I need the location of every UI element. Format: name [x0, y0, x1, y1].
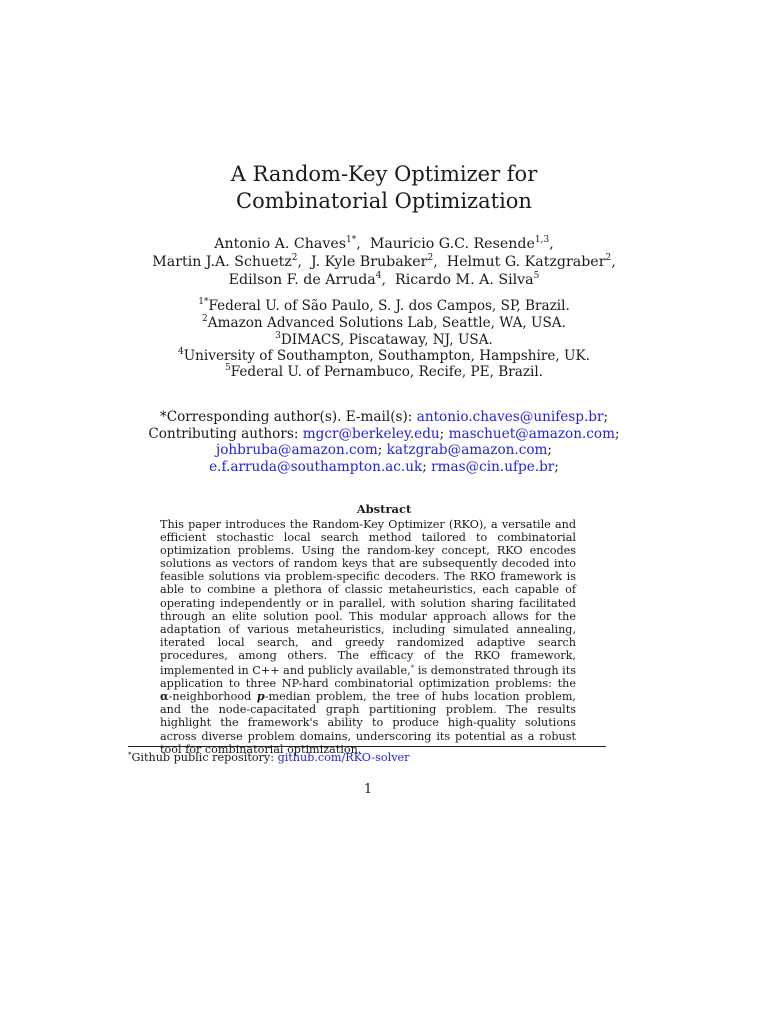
affiliation: $^4$University of Southampton, Southampton, Hampshire, UK. [177, 347, 590, 364]
author-name: Ricardo M. A. Silva [395, 272, 534, 288]
email-link[interactable]: antonio.chaves@unifesp.br [416, 409, 604, 425]
contributing-authors-line: Contributing authors: mgcr@berkeley.edu; maschuet@amazon.com; [148, 426, 620, 442]
author-name: Helmut G. Katzgraber [446, 254, 606, 270]
affiliation: $^3$DIMACS, Piscataway, NJ, USA. [275, 331, 493, 348]
author-line-3: Edilson F. de Arruda$^4$, Ricardo M. A. Silva$^5$ [228, 271, 540, 288]
email-line: johbruba@amazon.com; katzgrab@amazon.com; [216, 442, 552, 458]
footnote: *Github public repository: github.com/RKO-solver [128, 751, 410, 764]
email-link[interactable]: e.f.arruda@southampton.ac.uk [209, 459, 423, 475]
email-link[interactable]: mgcr@berkeley.edu [302, 426, 440, 442]
email-link[interactable]: rmas@cin.ufpe.br [431, 459, 555, 475]
author-line-2: Martin J.A. Schuetz$^2$, J. Kyle Brubaker$^2$, Helmut G. Katzgraber$^2$, [152, 253, 616, 270]
affiliation: $^{1*}$Federal U. of São Paulo, S. J. dos Campos, SP, Brazil. [198, 297, 570, 314]
email-link[interactable]: katzgrab@amazon.com [386, 442, 548, 458]
author-name: J. Kyle Brubaker [311, 254, 428, 270]
author-name: Edilson F. de Arruda [228, 272, 376, 288]
abstract-heading: Abstract [356, 502, 412, 516]
affiliation: $^5$Federal U. of Pernambuco, Recife, PE, Brazil. [224, 363, 544, 380]
author-name: Mauricio G.C. Resende [369, 236, 535, 252]
paper-title-line-1: A Random-Key Optimizer for [230, 162, 538, 186]
github-link[interactable]: github.com/RKO-solver [277, 751, 410, 764]
corresponding-author-line: *Corresponding author(s). E-mail(s): antonio.chaves@unifesp.br; [159, 409, 609, 425]
email-link[interactable]: johbruba@amazon.com [216, 442, 378, 458]
paper-title-line-2: Combinatorial Optimization [236, 189, 532, 213]
email-line: e.f.arruda@southampton.ac.uk; rmas@cin.ufpe.br; [209, 459, 559, 475]
footnote-rule [128, 746, 606, 747]
abstract-body: This paper introduces the Random-Key Optimizer (RKO), a versatile and efficient stochastic local search method tailored to combinatorial optimization problems. Using the random-key concept, RKO encodes solutions as vectors of random keys that are subsequently decoded into feasible solutions via problem-specific decoders. The RKO framework is able to combine a plethora of classic metaheuristics, each capable of operating independently or in parallel, with solution sharing facilitated through an elite solution pool. This modular approach allows for the adaptation of various metaheuristics, including simulated annealing, iterated local search, and greedy randomized adaptive search procedures, among others. The efficacy of the RKO framework, implemented in C++ and publicly available,* is demonstrated through its application to three NP-hard combinatorial optimization problems: the α-neighborhood p-median problem, the tree of hubs location problem, and the node-capacitated graph partitioning problem. The results highlight the framework's ability to produce high-quality solutions across diverse problem domains, underscoring its potential as a robust tool for combinatorial optimization. [160, 518, 576, 756]
author-name: Antonio A. Chaves [214, 236, 347, 252]
affiliation: $^2$Amazon Advanced Solutions Lab, Seattle, WA, USA. [202, 314, 566, 331]
email-link[interactable]: maschuet@amazon.com [448, 426, 615, 442]
author-name: Martin J.A. Schuetz [152, 254, 292, 270]
footnote-ref[interactable]: * [410, 664, 415, 673]
author-line-1: Antonio A. Chaves$^{1*}$, Mauricio G.C. Resende$^{1,3}$, [214, 235, 554, 252]
page-number: 1 [363, 782, 373, 797]
